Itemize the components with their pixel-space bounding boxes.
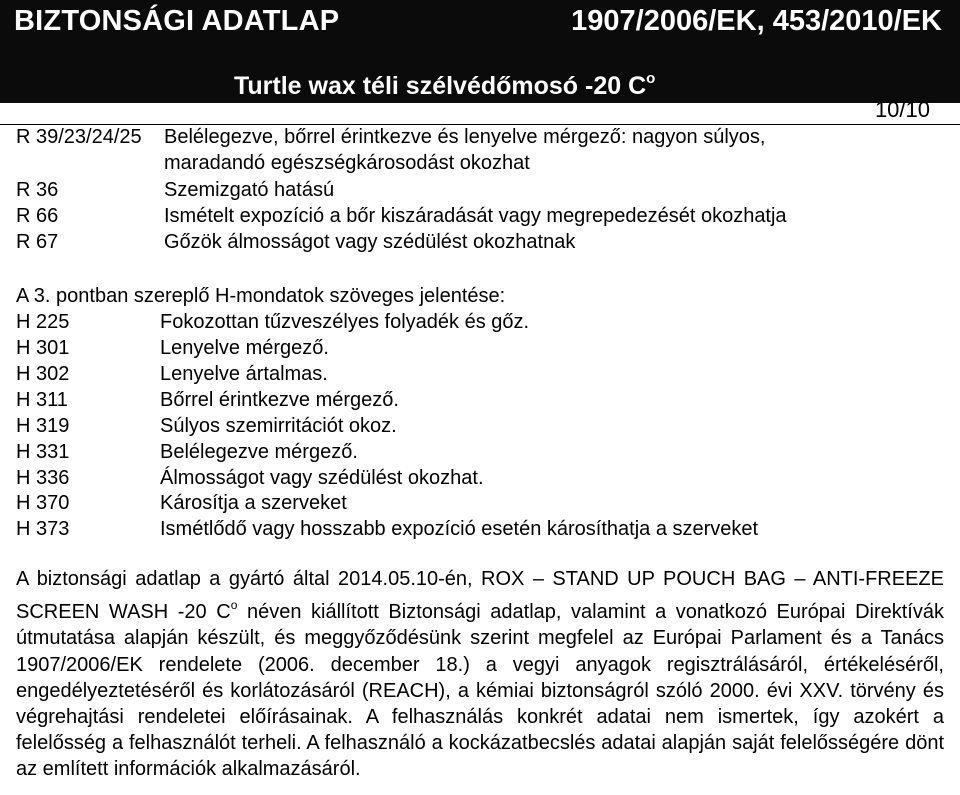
document-type-title: BIZTONSÁGI ADATLAP <box>14 5 340 37</box>
h-phrase-code: H 311 <box>16 389 68 411</box>
h-phrase-text: Károsítja a szerveket <box>160 492 347 514</box>
closing-text-part1: A biztonsági adatlap a gyártó által 2014.05.10-én, ROX – STAND UP POUCH BAG – ANTI-FREEZE SCREEN WASH -20 C <box>16 568 944 624</box>
r-phrase-text: Ismételt expozíció a bőr kiszáradását vagy megrepedezését okozhatja <box>164 205 787 227</box>
h-phrase-text: Lenyelve ártalmas. <box>160 363 328 385</box>
r-phrase-code: R 39/23/24/25 <box>16 126 142 148</box>
regulation-reference: 1907/2006/EK, 453/2010/EK <box>571 5 942 37</box>
r-phrase-text: maradandó egészségkárosodást okozhat <box>164 152 530 174</box>
h-phrase-text: Bőrrel érintkezve mérgező. <box>160 389 399 411</box>
h-phrase-text: Súlyos szemirritációt okoz. <box>160 415 397 437</box>
product-name-text: Turtle wax téli szélvédőmosó -20 C <box>234 72 647 100</box>
h-phrase-code: H 225 <box>16 311 70 333</box>
r-phrase-code: R 67 <box>16 231 59 253</box>
h-phrase-text: Ismétlődő vagy hosszabb expozíció esetén károsíthatja a szerveket <box>160 518 759 540</box>
h-phrase-code: H 301 <box>16 337 70 359</box>
r-phrase-text: Gőzök álmosságot vagy szédülést okozhatnak <box>164 231 576 253</box>
r-phrase-code: R 66 <box>16 205 59 227</box>
page-number: 10/10 <box>874 97 930 122</box>
degree-superscript: o <box>230 598 238 613</box>
h-phrase-text: Álmosságot vagy szédülést okozhat. <box>160 467 484 489</box>
product-name <box>234 62 655 103</box>
h-phrase-text: Lenyelve mérgező. <box>160 337 329 359</box>
r-phrase-code: R 36 <box>16 179 59 201</box>
h-phrase-code: H 373 <box>16 518 70 540</box>
h-phrase-text: Fokozottan tűzveszélyes folyadék és gőz. <box>160 311 530 333</box>
closing-paragraph <box>16 566 944 783</box>
h-phrase-code: H 331 <box>16 441 70 463</box>
h-phrase-code: H 336 <box>16 467 70 489</box>
h-phrase-code: H 370 <box>16 492 70 514</box>
header-bar <box>0 0 960 103</box>
h-phrase-code: H 319 <box>16 415 70 437</box>
r-phrase-text: Szemizgató hatású <box>164 179 335 201</box>
closing-text-part2: néven kiállított Biztonsági adatlap, valamint a vonatkozó Európai Direktívák útmutatása alapján készült, és meggyőződésünk szerint megfelel az Európai Parlament és a Tanács 1907/2006/EK rendelete (2006. december 18.) a vegyi anyagok regisztrálásáról, értékeléséről, engedélyeztetéséről és korlátozásáról (REACH), a kémiai biztonságról szóló 2000. évi XXV. törvény és végrehajtási rendeletei előírásainak. A felhasználás konkrét adatai nem ismertek, így azokért a felelősség a felhasználót terheli. A felhasználó a kockázatbecslés adatai alapján saját felelősségére dönt az említett információk alkalmazásáról. <box>16 601 944 781</box>
h-phrase-text: Belélegezve mérgező. <box>160 441 358 463</box>
h-section-title: A 3. pontban szereplő H-mondatok szöveges jelentése: <box>16 285 506 307</box>
h-phrase-code: H 302 <box>16 363 70 385</box>
degree-superscript: o <box>646 70 656 87</box>
r-phrase-text: Belélegezve, bőrrel érintkezve és lenyelve mérgező: nagyon súlyos, <box>164 126 766 148</box>
